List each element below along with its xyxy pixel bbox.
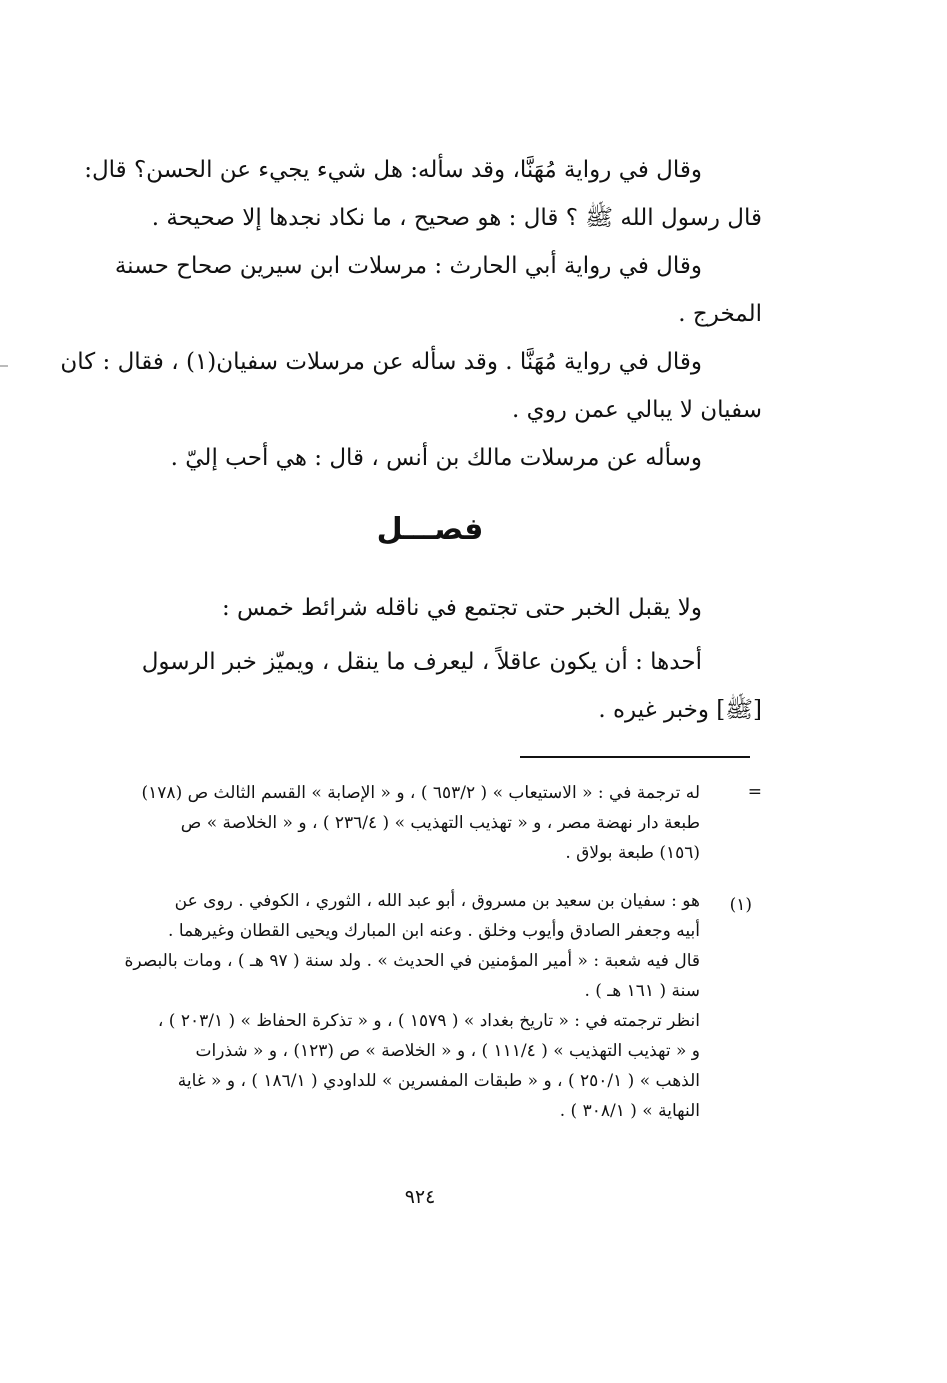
paragraph-2	[100, 242, 762, 338]
text-line: [ﷺ] وخبر غيره .	[598, 697, 762, 723]
footnote-line: هو : سفيان بن سعيد بن مسروق ، أبو عبد الله ، الثوري ، الكوفي . روى عن	[174, 891, 700, 911]
margin-mark	[0, 365, 8, 367]
footnote-line: و « تهذيب التهذيب » ( ١١١/٤ ) ، و « الخلاصة » ص (١٢٣) ، و « شذرات	[195, 1041, 700, 1061]
paragraph-4	[100, 434, 762, 482]
text-line: وقال في رواية مُهَنَّا . وقد سأله عن مرسلات سفيان(١) ، فقال : كان	[60, 349, 702, 375]
footnote-line: الذهب » ( ٢٥٠/١ ) ، و « طبقات المفسرين » للداودي ( ١٨٦/١ ) ، و « غاية	[177, 1071, 700, 1091]
section-paragraph-2	[100, 638, 762, 734]
footnote-line: طبعة دار نهضة مصر ، و « تهذيب التهذيب » ( ٢٣٦/٤ ) ، و « الخلاصة » ص	[180, 813, 700, 833]
text-line: وسأله عن مرسلات مالك بن أنس ، قال : هي أحب إليّ .	[170, 445, 702, 471]
paragraph-3	[60, 338, 762, 434]
footnote-line: (١٥٦) طبعة بولاق .	[565, 843, 700, 863]
footnote-1	[100, 886, 700, 1126]
footnote-line: له ترجمة في : « الاستيعاب » ( ٦٥٣/٢ ) ، و « الإصابة » القسم الثالث ص (١٧٨)	[141, 783, 700, 803]
text-line: سفيان لا يبالي عمن روي .	[511, 397, 762, 423]
footnote-line: انظر ترجمته في : « تاريخ بغداد » ( ١٥٧٩ ) ، و « تذكرة الحفاظ » ( ٢٠٣/١ ) ،	[157, 1011, 700, 1031]
text-line: ولا يقبل الخبر حتى تجتمع في ناقله شرائط خمس :	[221, 595, 702, 621]
footnote-line: أبيه وجعفر الصادق وأيوب وخلق . وعنه ابن المبارك ويحيى القطان وغيرهما .	[168, 921, 700, 941]
footnote-line: سنة ( ١٦١ هـ ) .	[584, 981, 700, 1001]
section-heading: فصـــل	[376, 512, 484, 547]
footnote-continuation-marker: =	[747, 782, 762, 802]
paragraph-1	[84, 146, 762, 242]
page-number: ٩٢٤	[404, 1186, 436, 1208]
text-line: وقال في رواية أبي الحارث : مرسلات ابن سيرين صحاح حسنة	[114, 253, 702, 279]
text-line: أحدها : أن يكون عاقلاً ، ليعرف ما ينقل ، ويميّز خبر الرسول	[141, 649, 702, 675]
footnote-separator	[520, 756, 750, 758]
footnote-1-marker: (١)	[729, 895, 752, 915]
text-line: وقال في رواية مُهَنَّا، وقد سأله: هل شيء يجيء عن الحسن؟ قال:	[84, 157, 702, 183]
footnote-line: النهاية » ( ٣٠٨/١ ) .	[559, 1101, 700, 1121]
footnote-line: قال فيه شعبة : « أمير المؤمنين في الحديث » . ولد سنة ( ٩٧ هـ ) ، ومات بالبصرة	[124, 951, 700, 971]
text-line: قال رسول الله ﷺ ؟ قال : هو صحيح ، ما نكاد نجدها إلا صحيحة .	[151, 205, 762, 231]
section-paragraph-1	[100, 584, 762, 632]
text-line: المخرج .	[678, 301, 762, 327]
footnote-continuation	[100, 778, 700, 868]
